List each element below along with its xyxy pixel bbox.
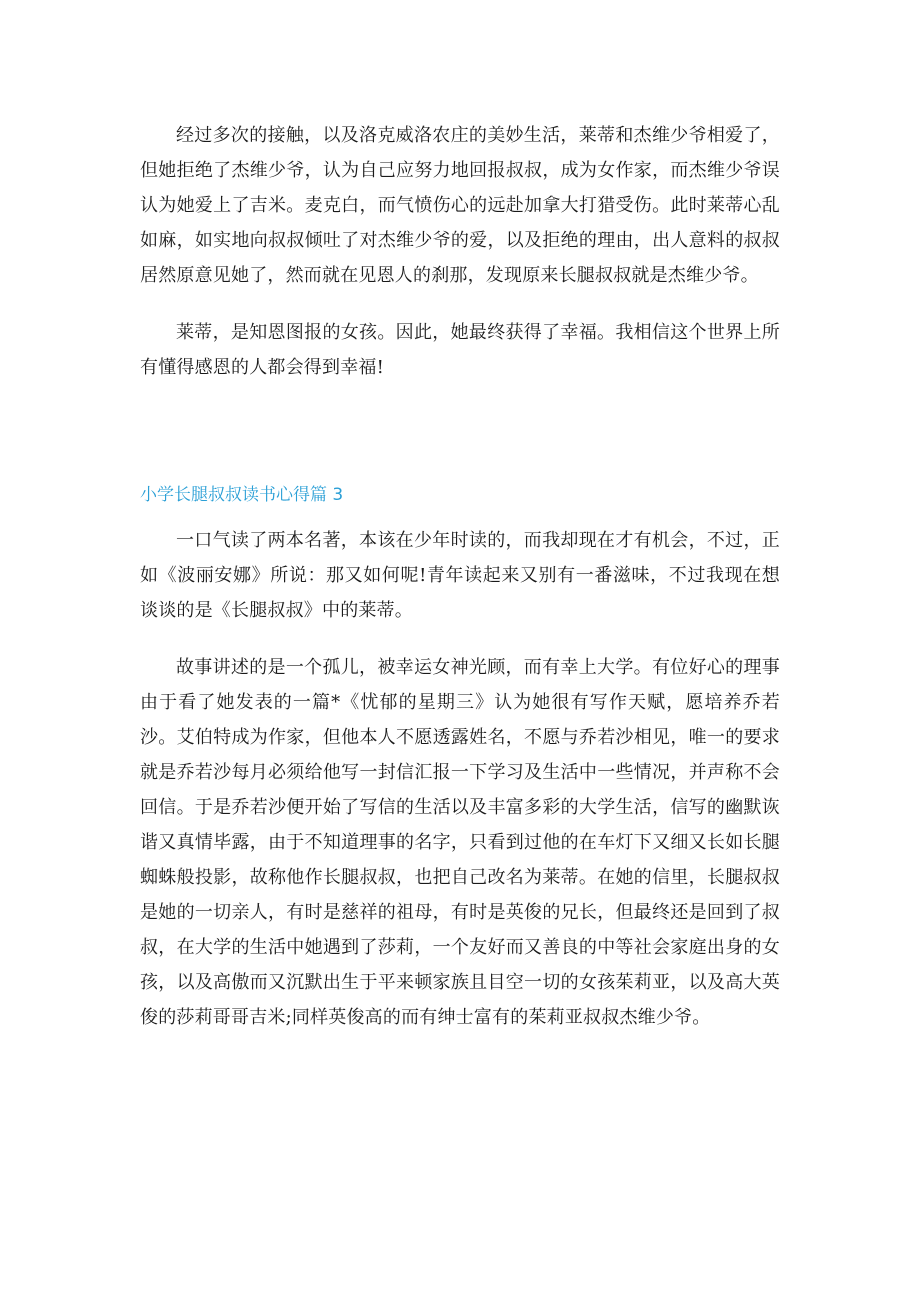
document-body [140,118,780,1035]
section-title: 小学长腿叔叔读书心得篇 3 [140,485,344,505]
paragraph-intro: 一口气读了两本名著，本该在少年时读的，而我却现在才有机会，不过，正如《波丽安娜》所说：那又如何呢!青年读起来又别有一番滋味，不过我现在想谈谈的是《长腿叔叔》中的莱蒂。 [140,530,780,621]
paragraph-gratitude: 莱蒂，是知恩图报的女孩。因此，她最终获得了幸福。我相信这个世界上所有懂得感恩的人都会得到幸福! [140,322,780,378]
paragraph-relationship: 经过多次的接触，以及洛克威洛农庄的美妙生活，莱蒂和杰维少爷相爱了，但她拒绝了杰维少爷，认为自己应努力地回报叔叔，成为女作家，而杰维少爷误认为她爱上了吉米。麦克白，而气愤伤心的远赴加拿大打猎受伤。此时莱蒂心乱如麻，如实地向叔叔倾吐了对杰维少爷的爱，以及拒绝的理由，出人意料的叔叔居然原意见她了，然而就在见恩人的刹那，发现原来长腿叔叔就是杰维少爷。 [140,125,780,286]
section-gap [140,385,780,481]
paragraph-gap [140,293,780,315]
title-gap [140,509,780,523]
paragraph-story: 故事讲述的是一个孤儿，被幸运女神光顾，而有幸上大学。有位好心的理事由于看了她发表的一篇*《忧郁的星期三》认为她很有写作天赋，愿培养乔若沙。艾伯特成为作家，但他本人不愿透露姓名，不愿与乔若沙相见，唯一的要求就是乔若沙每月必须给他写一封信汇报一下学习及生活中一些情况，并声称不会回信。于是乔若沙便开始了写信的生活以及丰富多彩的大学生活，信写的幽默诙谐又真情毕露，由于不知道理事的名字，只看到过他的在车灯下又细又长如长腿蜘蛛般投影，故称他作长腿叔叔，也把自己改名为莱蒂。在她的信里，长腿叔叔是她的一切亲人，有时是慈祥的祖母，有时是英俊的兄长，但最终还是回到了叔叔，在大学的生活中她遇到了莎莉，一个友好而又善良的中等社会家庭出身的女孩，以及高傲而又沉默出生于平来顿家族且目空一切的女孩茱莉亚，以及高大英俊的莎莉哥哥吉米;同样英俊高的而有绅士富有的茱莉亚叔叔杰维少爷。 [140,657,780,1028]
paragraph-gap [140,628,780,650]
